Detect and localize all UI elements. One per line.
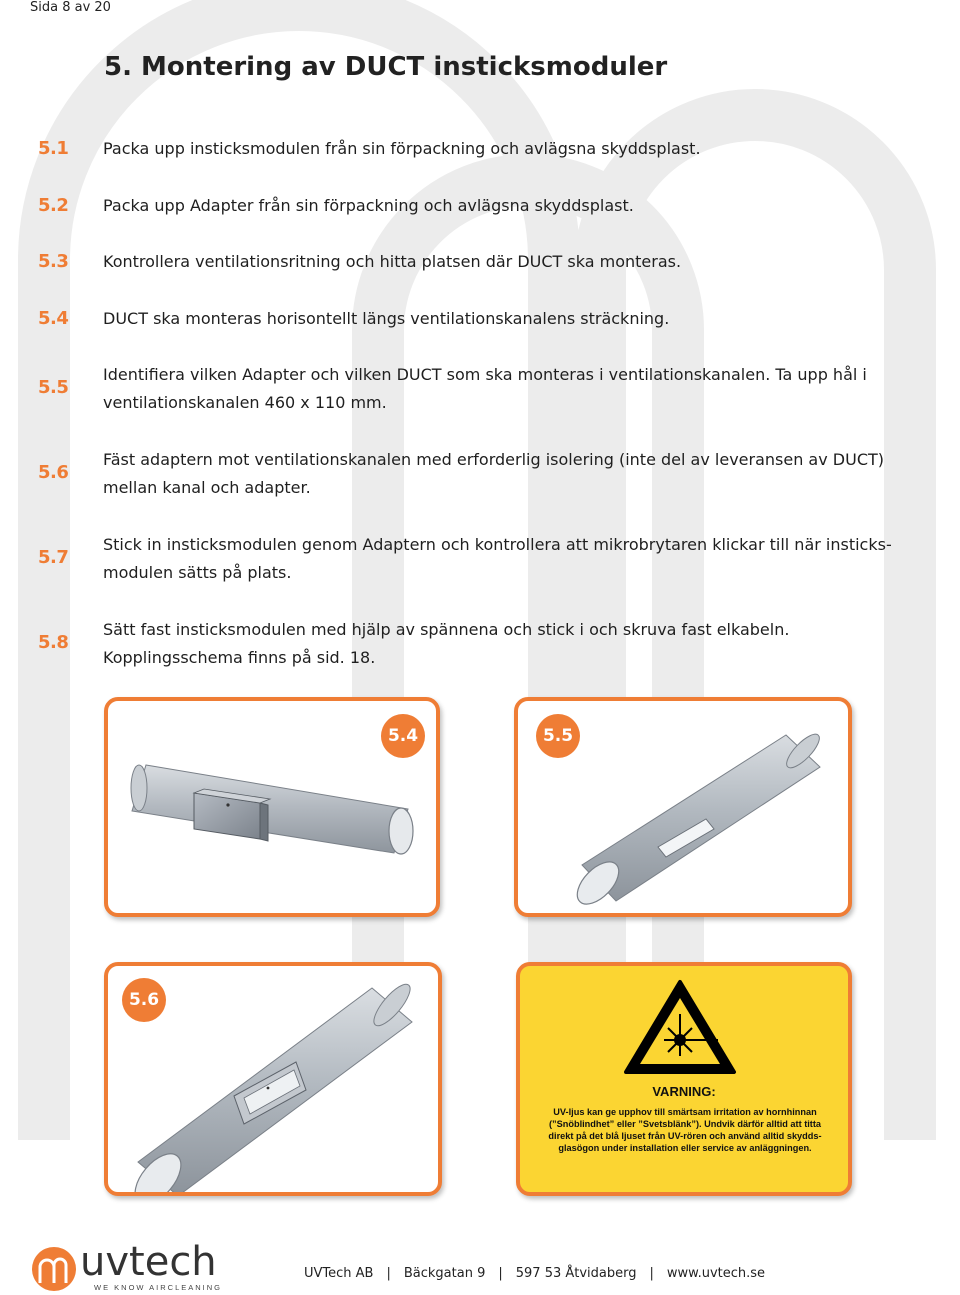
step-number: 5.6 (38, 462, 69, 483)
step-number: 5.7 (38, 547, 69, 568)
step-text (103, 616, 913, 672)
footer-contact (304, 1266, 765, 1281)
footer-separator: | (386, 1266, 391, 1281)
footer-postal: 597 53 Åtvidaberg (515, 1266, 637, 1281)
step-text-line: Fäst adaptern mot ventilationskanalen med erforderlig isolering (inte del av leveransen av DUCT) (103, 450, 885, 469)
step-text: DUCT ska monteras horisontellt längs ventilationskanalens sträckning. (103, 309, 670, 328)
step-text-line: modulen sätts på plats. (103, 563, 292, 582)
footer-website-link[interactable]: www.uvtech.se (666, 1266, 766, 1281)
step-number: 5.4 (38, 308, 69, 329)
step-text (103, 531, 913, 587)
step-text: Packa upp insticksmodulen från sin förpackning och avlägsna skyddsplast. (103, 139, 701, 158)
warning-line: (”Snöblindhet” eller ”Svetsblänk”). Undvik därför alltid att titta (548, 1119, 822, 1129)
footer-company: UVTech AB (304, 1266, 374, 1281)
step-text-line: Sätt fast insticksmodulen med hjälp av spännena och stick i och skruva fast elkabeln. (103, 620, 790, 639)
step-text: Packa upp Adapter från sin förpackning och avlägsna skyddsplast. (103, 196, 634, 215)
page-number: Sida 8 av 20 (30, 0, 111, 15)
figure-badge: 5.5 (536, 714, 580, 758)
footer-address: Bäckgatan 9 (403, 1266, 486, 1281)
logo-tagline: WE KNOW AIRCLEANING (94, 1283, 223, 1292)
step-text-line: Identifiera vilken Adapter och vilken DUCT som ska monteras i ventilationskanalen. Ta upp hål i (103, 365, 867, 384)
step-number: 5.8 (38, 632, 69, 653)
step-text-line: ventilationskanalen 460 x 110 mm. (103, 393, 387, 412)
warning-line: UV-ljus kan ge upphov till smärtsam irritation av hornhinnan (553, 1107, 817, 1117)
step-number: 5.5 (38, 377, 69, 398)
step-number: 5.3 (38, 251, 69, 272)
step-text-line: Kopplingsschema finns på sid. 18. (103, 648, 376, 667)
footer-separator: | (498, 1266, 503, 1281)
warning-line: direkt på det blå ljuset från UV-rören och använd alltid skydds- (548, 1131, 822, 1141)
warning-line: glasögon under installation eller service av anläggningen. (558, 1143, 812, 1153)
figure-badge: 5.4 (381, 714, 425, 758)
figure-badge: 5.6 (122, 978, 166, 1022)
step-text (103, 361, 913, 417)
laser-warning-icon (520, 966, 852, 1086)
footer-separator: | (649, 1266, 654, 1281)
step-number: 5.2 (38, 195, 69, 216)
uvtech-logo (30, 1239, 230, 1293)
page-title: 5. Montering av DUCT insticksmoduler (104, 52, 668, 82)
warning-text (540, 1106, 830, 1154)
step-text-line: Stick in insticksmodulen genom Adaptern och kontrollera att mikrobrytaren klickar till när insticks- (103, 535, 892, 554)
logo-wordmark: uvtech (80, 1239, 217, 1285)
warning-title: VARNING: (652, 1084, 716, 1099)
step-text: Kontrollera ventilationsritning och hitta platsen där DUCT ska monteras. (103, 252, 682, 271)
logo-mark-icon (30, 1245, 78, 1293)
step-text-line: mellan kanal och adapter. (103, 478, 311, 497)
step-number: 5.1 (38, 138, 69, 159)
step-text (103, 446, 913, 502)
uv-warning-panel (516, 962, 852, 1196)
